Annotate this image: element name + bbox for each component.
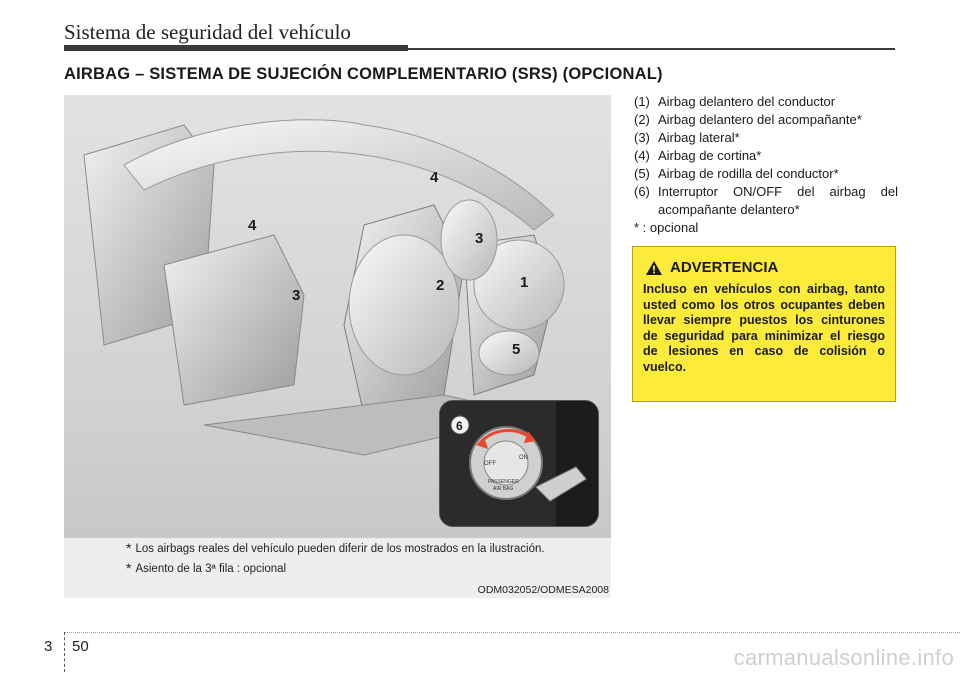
- header-rule-thick: [64, 45, 408, 51]
- warning-icon: [645, 260, 663, 276]
- callout-4-front: 4: [430, 169, 439, 186]
- airbag-figure: [64, 95, 611, 598]
- middle-seat-shape: [164, 235, 304, 405]
- footnote-text: Asiento de la 3ª fila : opcional: [135, 563, 287, 575]
- legend-number: (2): [634, 112, 650, 127]
- switch-airbag-label: AIR BAG: [493, 486, 514, 492]
- callout-3-front: 3: [475, 230, 484, 247]
- footer-rule: [64, 632, 960, 633]
- header-title: Sistema de seguridad del vehículo: [64, 20, 351, 44]
- legend-item: [634, 165, 898, 183]
- callout-6: 6: [456, 419, 463, 433]
- legend-note: * : opcional: [634, 220, 699, 235]
- section-title: AIRBAG – SISTEMA DE SUJECIÓN COMPLEMENTARIO (SRS) (OPCIONAL): [64, 65, 663, 83]
- footnote-text: Los airbags reales del vehículo pueden diferir de los mostrados en la ilustración.: [135, 543, 545, 555]
- legend-number: (4): [634, 148, 650, 163]
- warning-title: ADVERTENCIA: [670, 259, 779, 276]
- switch-inset: [439, 400, 599, 527]
- chapter-number: 3: [44, 638, 53, 655]
- footnote-mark: *: [126, 560, 132, 576]
- footnote-mark: *: [126, 540, 132, 556]
- page-number: 50: [72, 638, 89, 655]
- legend-text: Airbag de cortina*: [658, 148, 762, 163]
- callout-4-rear: 4: [248, 217, 257, 234]
- airbag-illustration: [64, 95, 611, 538]
- callout-5: 5: [512, 341, 521, 358]
- legend-text: Airbag delantero del conductor: [658, 94, 836, 109]
- legend-item: [634, 129, 898, 147]
- legend-item: [634, 93, 898, 111]
- switch-on-label: ON: [519, 455, 528, 461]
- callout-1: 1: [520, 274, 529, 291]
- callout-2: 2: [436, 277, 445, 294]
- footnote-1: [126, 540, 545, 556]
- airbag-switch-drawing: [440, 401, 598, 526]
- legend-number: (6): [634, 184, 650, 199]
- side-airbag-shape: [441, 200, 497, 280]
- legend-item: [634, 147, 898, 165]
- legend-item: [634, 183, 898, 219]
- warning-header: [645, 259, 778, 276]
- legend-text: Airbag delantero del acompañante*: [658, 112, 862, 127]
- figure-code: ODM032052/ODMESA2008: [477, 584, 609, 596]
- legend-text: Interruptor ON/OFF del airbag del acompañante delantero*: [658, 184, 898, 217]
- legend-number: (3): [634, 130, 650, 145]
- legend-number: (5): [634, 166, 650, 181]
- passenger-front-airbag-shape: [349, 235, 459, 375]
- callout-3-rear: 3: [292, 287, 301, 304]
- legend-text: Airbag lateral*: [658, 130, 740, 145]
- footer-divider: [64, 632, 65, 672]
- footnote-2: [126, 560, 286, 576]
- warning-text: Incluso en vehículos con airbag, tanto usted como los otros ocupantes deben llevar siempre puestos los cinturones de seguridad para minimizar el riesgo de lesiones en caso de colisión o vuelco.: [643, 282, 885, 374]
- switch-off-label: OFF: [484, 461, 496, 467]
- watermark: carmanualsonline.info: [733, 645, 954, 670]
- warning-box: [632, 246, 896, 402]
- legend-text: Airbag de rodilla del conductor*: [658, 166, 839, 181]
- legend-item: [634, 111, 898, 129]
- header-rule-thin: [408, 48, 895, 50]
- legend-number: (1): [634, 94, 650, 109]
- knee-airbag-shape: [479, 331, 539, 375]
- airbag-legend: [634, 93, 898, 237]
- switch-passenger-label: PASSENGER: [488, 479, 519, 485]
